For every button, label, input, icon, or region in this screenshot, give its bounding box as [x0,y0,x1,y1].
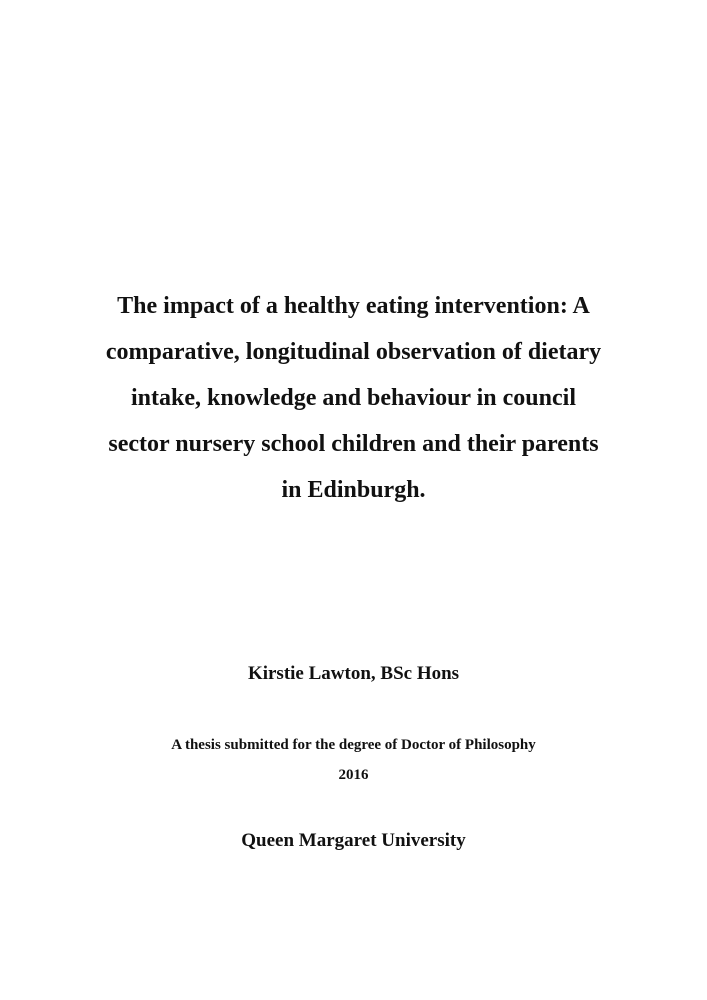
title-line: intake, knowledge and behaviour in council [131,385,576,411]
author-name: Kirstie Lawton, BSc Hons [247,663,460,684]
thesis-title [60,283,647,513]
submission-year: 2016 [338,767,369,783]
degree-statement: A thesis submitted for the degree of Doctor of Philosophy [171,737,536,753]
title-line: sector nursery school children and their parents [108,431,599,457]
title-line: comparative, longitudinal observation of dietary [105,339,602,365]
title-line: The impact of a healthy eating intervention: A [117,293,590,319]
title-line: in Edinburgh. [281,477,426,503]
university-name: Queen Margaret University [241,830,466,851]
